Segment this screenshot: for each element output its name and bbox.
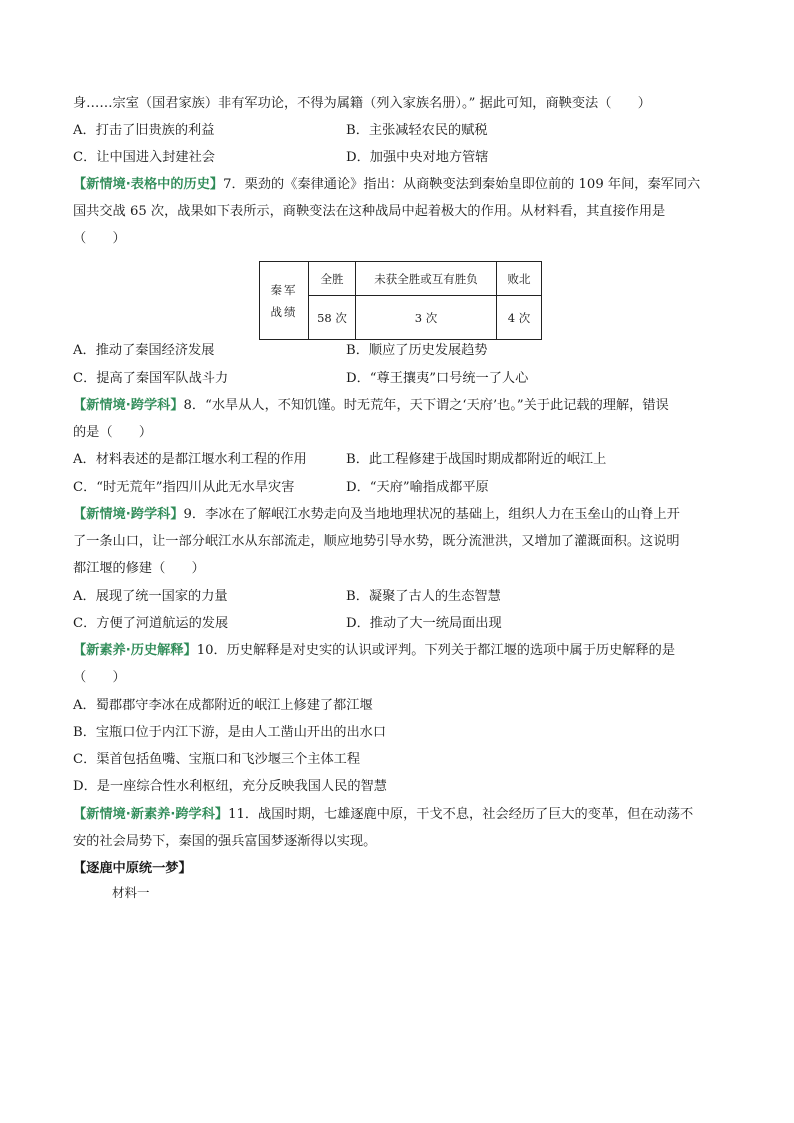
q7-stem-3: （ ）	[73, 231, 126, 246]
q11-stem-text: 11．战国时期，七雄逐鹿中原，干戈不息，社会经历了巨大的变革，但在动荡不	[228, 807, 694, 822]
q9-stem-3: 都江堰的修建（ ）	[73, 561, 205, 576]
q10-option-a: A．蜀郡郡守李冰在成都附近的岷江上修建了都江堰	[73, 698, 373, 713]
q7-stem-text: 7．栗劲的《秦律通论》指出：从商鞅变法到秦始皇即位前的 109 年间，秦军同六	[223, 177, 701, 192]
table-header-draw: 未获全胜或互有胜负	[356, 262, 497, 296]
q6-stem: 身……宗室（国君家族）非有军功论，不得为属籍（列入家族名册）。” 据此可知，商鞅变法（ ）	[73, 96, 651, 111]
q9-option-d: D．推动了大一统局面出现	[346, 616, 502, 631]
q7-option-d: D．“尊王攘夷”口号统一了人心	[346, 371, 529, 386]
q7-option-a: A．推动了秦国经济发展	[73, 343, 215, 358]
q10-option-b: B．宝瓶口位于内江下游，是由人工凿山开出的出水口	[73, 725, 387, 740]
q9-stem-1	[73, 505, 680, 525]
table-row-header: 秦军战绩	[260, 262, 309, 340]
q6-option-a: A．打击了旧贵族的利益	[73, 123, 215, 138]
q10-tag: 【新素养·历史解释】	[73, 643, 197, 658]
q6-option-c: C．让中国进入封建社会	[73, 150, 215, 165]
q8-tag: 【新情境·跨学科】	[73, 398, 184, 413]
q7-option-b: B．顺应了历史发展趋势	[346, 343, 488, 358]
q11-tag: 【新情境·新素养·跨学科】	[73, 807, 229, 822]
battle-record-table	[259, 261, 542, 340]
q8-option-b: B．此工程修建于战国时期成都附近的岷江上	[346, 452, 607, 467]
q10-stem-text: 10．历史解释是对史实的认识或评判。下列关于都江堰的选项中属于历史解释的是	[196, 643, 676, 658]
q10-stem-2: （ ）	[73, 670, 126, 685]
q8-stem-2: 的是（ ）	[73, 425, 153, 440]
q8-option-c: C．“时无荒年”指四川从此无水旱灾害	[73, 480, 295, 495]
q8-stem-1	[73, 396, 669, 416]
q7-stem-2: 国共交战 65 次，战果如下表所示，商鞅变法在这种战局中起着极大的作用。从材料看，其直接作用是	[73, 204, 666, 219]
q11-section-heading: 【逐鹿中原统一梦】	[73, 861, 192, 876]
q10-option-d: D．是一座综合性水利枢纽，充分反映我国人民的智慧	[73, 779, 387, 794]
q8-stem-text: 8．“水旱从人，不知饥馑。时无荒年，天下谓之‘天府’也。”关于此记载的理解，错误	[183, 398, 669, 413]
q8-option-d: D．“天府”喻指成都平原	[346, 480, 489, 495]
q9-option-c: C．方便了河道航运的发展	[73, 616, 229, 631]
q9-option-b: B．凝聚了古人的生态智慧	[346, 589, 501, 604]
table-cell-draw: 3 次	[356, 296, 497, 340]
q9-option-a: A．展现了统一国家的力量	[73, 589, 228, 604]
q9-tag: 【新情境·跨学科】	[73, 507, 184, 522]
q7-stem-1	[73, 175, 700, 195]
q7-option-c: C．提高了秦国军队战斗力	[73, 371, 229, 386]
table-cell-loss: 4 次	[497, 296, 542, 340]
q11-stem-2: 安的社会局势下，秦国的强兵富国梦逐渐得以实现。	[73, 834, 377, 849]
q8-option-a: A．材料表述的是都江堰水利工程的作用	[73, 452, 307, 467]
q6-option-b: B．主张减轻农民的赋税	[346, 123, 488, 138]
q6-option-d: D．加强中央对地方管辖	[346, 150, 489, 165]
table-header-loss: 败北	[497, 262, 542, 296]
q7-tag: 【新情境·表格中的历史】	[73, 177, 224, 192]
q9-stem-text: 9．李冰在了解岷江水势走向及当地地理状况的基础上，组织人力在玉垒山的山脊上开	[183, 507, 680, 522]
q11-material-label: 材料一	[112, 885, 150, 900]
q9-stem-2: 了一条山口，让一部分岷江水从东部流走，顺应地势引导水势，既分流泄洪，又增加了灌溉面积。这说明	[73, 534, 680, 549]
q11-stem-1	[73, 805, 693, 825]
q10-option-c: C．渠首包括鱼嘴、宝瓶口和飞沙堰三个主体工程	[73, 752, 361, 767]
table-cell-win: 58 次	[309, 296, 356, 340]
q10-stem-1	[73, 641, 675, 661]
table-header-win: 全胜	[309, 262, 356, 296]
